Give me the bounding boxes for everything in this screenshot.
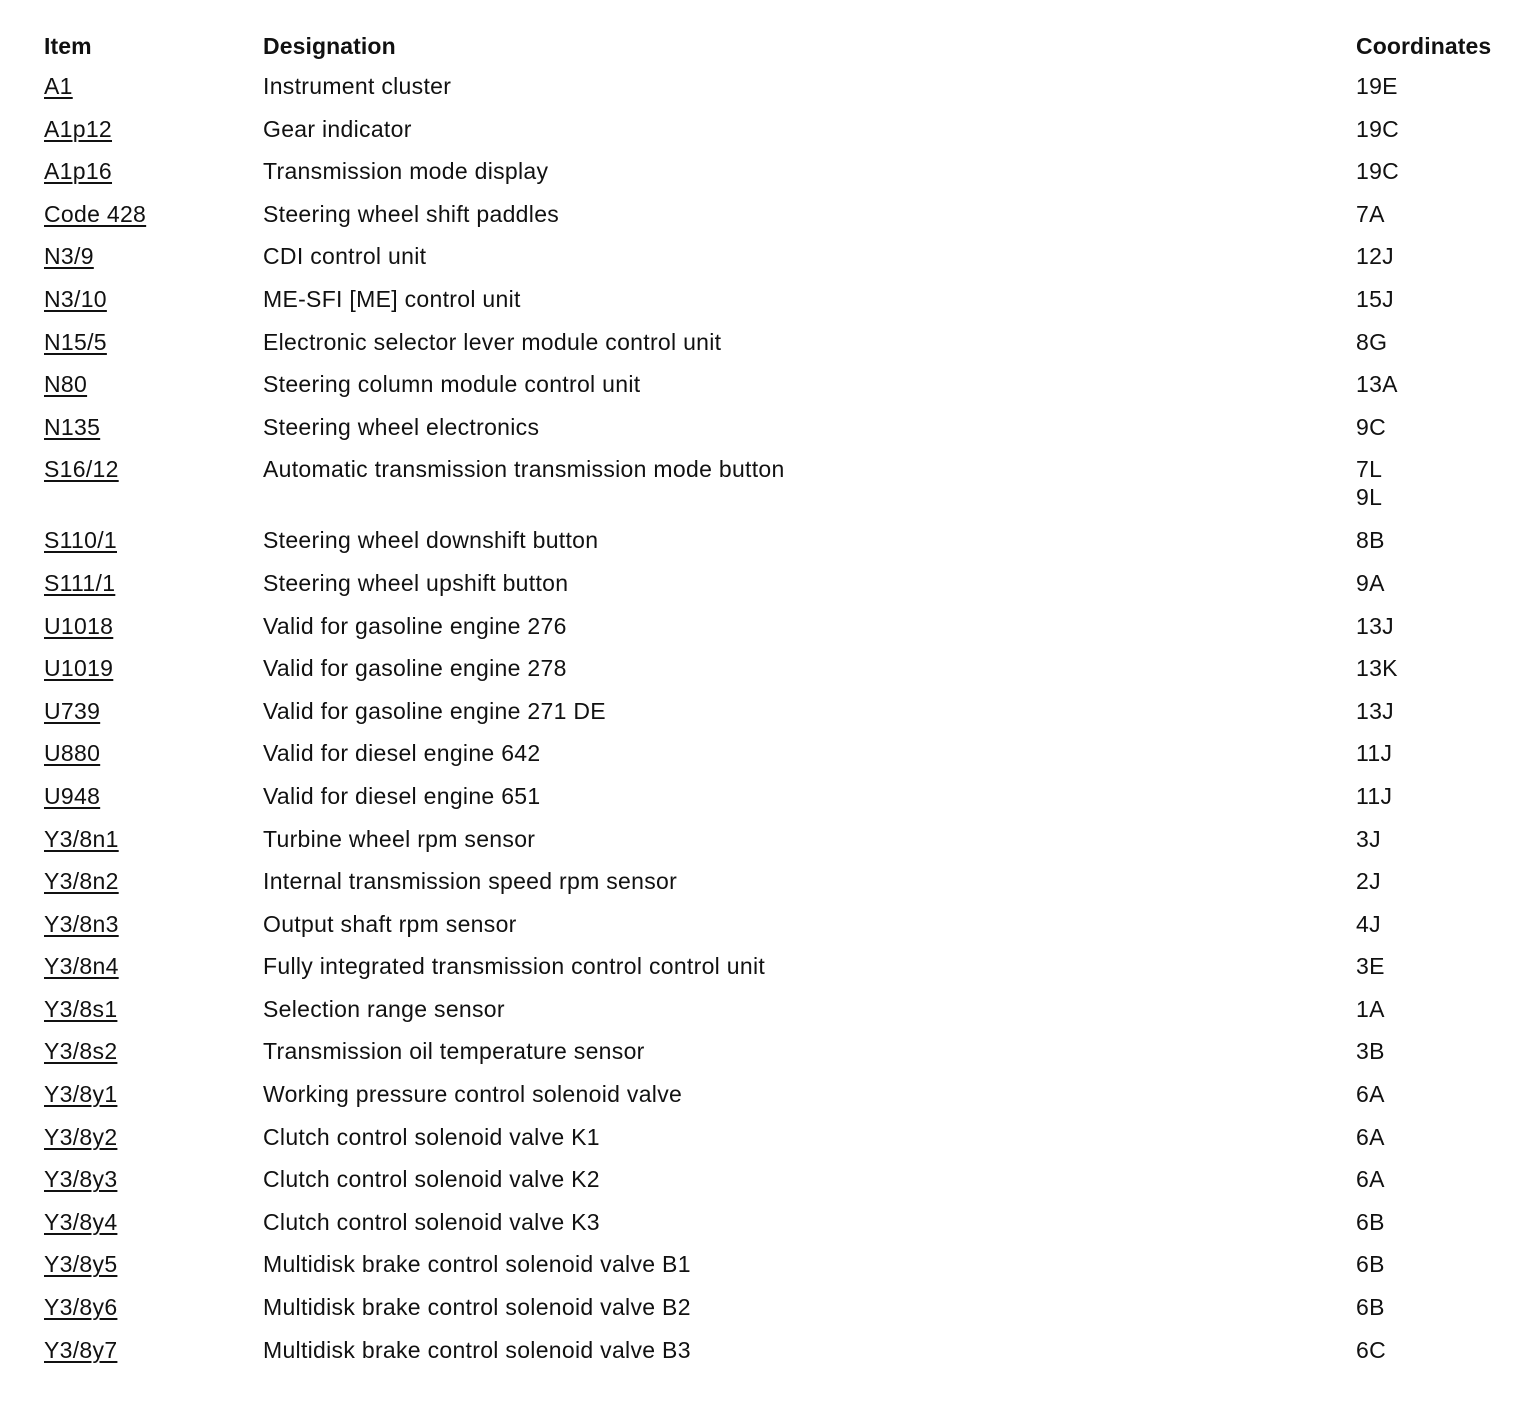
table-row (44, 1074, 1524, 1117)
item-cell (44, 279, 263, 322)
table-row (44, 66, 1524, 109)
coordinate-value: 3E (1356, 953, 1385, 980)
item-link[interactable]: S110/1 (44, 527, 117, 554)
coordinates-cell (1356, 691, 1524, 734)
coordinate-value: 3J (1356, 825, 1381, 852)
column-header-coordinates: Coordinates (1356, 33, 1492, 59)
column-header-designation: Designation (263, 33, 396, 59)
item-link[interactable]: U948 (44, 782, 101, 809)
coordinate-value: 6C (1356, 1336, 1387, 1363)
item-link[interactable]: Y3/8y3 (44, 1166, 118, 1193)
table-row (44, 109, 1524, 152)
designation-cell: CDI control unit (263, 243, 427, 270)
table-row (44, 322, 1524, 365)
item-link[interactable]: S111/1 (44, 569, 116, 596)
designation-cell: Steering wheel upshift button (263, 569, 569, 596)
designation-cell: Multidisk brake control solenoid valve B2 (263, 1294, 691, 1321)
coordinates-cell (1356, 66, 1524, 109)
item-cell (44, 236, 263, 279)
item-cell (44, 1330, 263, 1373)
designation-cell: Multidisk brake control solenoid valve B1 (263, 1251, 691, 1278)
coordinate-value: 6B (1356, 1208, 1385, 1235)
item-cell (44, 776, 263, 819)
item-link[interactable]: Y3/8y5 (44, 1251, 118, 1278)
item-cell (44, 151, 263, 194)
item-link[interactable]: Y3/8y2 (44, 1123, 118, 1150)
coordinates-cell (1356, 1159, 1524, 1202)
coordinate-value: 9A (1356, 569, 1385, 596)
designation-cell: Steering wheel shift paddles (263, 200, 560, 227)
item-cell (44, 904, 263, 947)
item-link[interactable]: Y3/8y1 (44, 1081, 118, 1108)
coordinate-value: 1A (1356, 995, 1385, 1022)
item-cell (44, 819, 263, 862)
coordinates-cell (1356, 1202, 1524, 1245)
coordinate-value: 6A (1356, 1123, 1385, 1150)
table-row (44, 1031, 1524, 1074)
designation-cell: Steering wheel electronics (263, 413, 540, 440)
coordinate-value: 13K (1356, 655, 1398, 682)
table-row (44, 1159, 1524, 1202)
item-link[interactable]: N135 (44, 413, 101, 440)
item-link[interactable]: N80 (44, 371, 88, 398)
item-cell (44, 861, 263, 904)
item-cell (44, 606, 263, 649)
coordinates-cell (1356, 946, 1524, 989)
table-row (44, 606, 1524, 649)
table-row (44, 1287, 1524, 1330)
designation-cell: Valid for gasoline engine 276 (263, 612, 567, 639)
item-link[interactable]: N15/5 (44, 328, 107, 355)
coordinates-cell (1356, 819, 1524, 862)
item-link[interactable]: S16/12 (44, 456, 119, 483)
designation-cell: Steering column module control unit (263, 371, 641, 398)
table-row (44, 194, 1524, 237)
item-cell (44, 194, 263, 237)
item-link[interactable]: A1p16 (44, 158, 113, 185)
designation-cell: Automatic transmission transmission mode button (263, 456, 785, 483)
table-row (44, 819, 1524, 862)
coordinates-cell (1356, 109, 1524, 152)
item-link[interactable]: Y3/8y4 (44, 1208, 118, 1235)
coordinates-cell (1356, 563, 1524, 606)
designation-cell: Instrument cluster (263, 73, 452, 99)
table-row (44, 1117, 1524, 1160)
item-cell (44, 1287, 263, 1330)
table-row (44, 691, 1524, 734)
coordinate-value: 8G (1356, 328, 1388, 355)
designation-cell: Turbine wheel rpm sensor (263, 825, 536, 852)
coordinate-value: 6B (1356, 1251, 1385, 1278)
table-body (44, 66, 1524, 1372)
table-row (44, 989, 1524, 1032)
coordinate-value: 11J (1356, 782, 1393, 809)
designation-cell: Steering wheel downshift button (263, 527, 599, 554)
table-row (44, 776, 1524, 819)
item-link[interactable]: A1 (44, 73, 73, 99)
coordinates-cell (1356, 904, 1524, 947)
table-row (44, 364, 1524, 407)
coordinates-cell (1356, 1244, 1524, 1287)
item-link[interactable]: N3/9 (44, 243, 94, 270)
coordinate-value: 9C (1356, 413, 1387, 440)
coordinate-value: 19C (1356, 158, 1400, 185)
item-link[interactable]: U739 (44, 697, 101, 724)
item-cell (44, 691, 263, 734)
item-link[interactable]: Y3/8n3 (44, 910, 119, 937)
designation-cell: Transmission mode display (263, 158, 549, 185)
coordinates-cell (1356, 776, 1524, 819)
item-cell (44, 109, 263, 152)
coordinate-value: 9L (1356, 484, 1383, 511)
designation-cell: Clutch control solenoid valve K2 (263, 1166, 600, 1193)
item-link[interactable]: U1019 (44, 655, 114, 682)
coordinate-value: 7A (1356, 200, 1385, 227)
designation-cell: Electronic selector lever module control unit (263, 328, 722, 355)
item-cell (44, 66, 263, 109)
table-row (44, 1244, 1524, 1287)
header-row (44, 26, 1524, 66)
item-link[interactable]: Y3/8s1 (44, 995, 118, 1022)
designation-cell: Gear indicator (263, 115, 412, 142)
table-row (44, 520, 1524, 563)
designation-cell: Clutch control solenoid valve K3 (263, 1208, 600, 1235)
coordinate-value: 13A (1356, 371, 1398, 398)
item-cell (44, 407, 263, 450)
designation-cell: Valid for diesel engine 651 (263, 782, 541, 809)
item-cell (44, 1159, 263, 1202)
coordinates-cell (1356, 279, 1524, 322)
designation-cell: Selection range sensor (263, 995, 505, 1022)
coordinates-cell (1356, 648, 1524, 691)
coordinates-cell (1356, 989, 1524, 1032)
table-row (44, 733, 1524, 776)
item-link[interactable]: Y3/8y7 (44, 1336, 118, 1363)
coordinate-value: 19C (1356, 115, 1400, 142)
designation-cell: Clutch control solenoid valve K1 (263, 1123, 600, 1150)
item-link[interactable]: N3/10 (44, 285, 107, 312)
coordinate-value: 6A (1356, 1081, 1385, 1108)
coordinate-value: 19E (1356, 73, 1398, 99)
item-link[interactable]: U1018 (44, 612, 114, 639)
coordinates-cell (1356, 861, 1524, 904)
item-cell (44, 648, 263, 691)
table-row (44, 1330, 1524, 1373)
item-cell (44, 989, 263, 1032)
item-cell (44, 946, 263, 989)
table-row (44, 563, 1524, 606)
coordinate-value: 6B (1356, 1294, 1385, 1321)
coordinates-cell (1356, 407, 1524, 450)
item-link[interactable]: Y3/8n2 (44, 868, 119, 895)
designation-cell: Output shaft rpm sensor (263, 910, 517, 937)
component-legend-table (44, 26, 1524, 1372)
coordinate-value: 13J (1356, 612, 1394, 639)
coordinates-cell (1356, 1287, 1524, 1330)
coordinates-cell (1356, 236, 1524, 279)
table-row (44, 861, 1524, 904)
item-cell (44, 1031, 263, 1074)
item-cell (44, 449, 263, 520)
coordinates-cell (1356, 194, 1524, 237)
table-row (44, 946, 1524, 989)
item-cell (44, 1202, 263, 1245)
coordinates-cell (1356, 1117, 1524, 1160)
coordinate-value: 4J (1356, 910, 1381, 937)
table-row (44, 151, 1524, 194)
coordinate-value: 3B (1356, 1038, 1385, 1065)
item-link[interactable]: Y3/8n1 (44, 825, 119, 852)
coordinate-value: 11J (1356, 740, 1393, 767)
coordinate-value: 2J (1356, 868, 1381, 895)
table-header (44, 26, 1524, 66)
coordinates-cell (1356, 520, 1524, 563)
column-header-item: Item (44, 33, 92, 59)
item-cell (44, 1117, 263, 1160)
item-link[interactable]: Y3/8n4 (44, 953, 119, 980)
item-cell (44, 1074, 263, 1117)
item-cell (44, 1244, 263, 1287)
table-row (44, 449, 1524, 520)
designation-cell: Transmission oil temperature sensor (263, 1038, 645, 1065)
item-link[interactable]: Code 428 (44, 200, 147, 227)
coordinates-cell (1356, 364, 1524, 407)
designation-cell: Internal transmission speed rpm sensor (263, 868, 678, 895)
coordinates-cell (1356, 151, 1524, 194)
table-row (44, 407, 1524, 450)
table-row (44, 648, 1524, 691)
table-row (44, 904, 1524, 947)
item-link[interactable]: A1p12 (44, 115, 113, 142)
designation-cell: Valid for gasoline engine 278 (263, 655, 567, 682)
coordinate-value: 13J (1356, 697, 1394, 724)
item-cell (44, 563, 263, 606)
coordinates-cell (1356, 1031, 1524, 1074)
coordinates-cell (1356, 1074, 1524, 1117)
coordinate-value: 12J (1356, 243, 1394, 270)
item-link[interactable]: Y3/8y6 (44, 1294, 118, 1321)
coordinates-cell (1356, 733, 1524, 776)
designation-cell: ME-SFI [ME] control unit (263, 285, 521, 312)
item-cell (44, 520, 263, 563)
table-row (44, 236, 1524, 279)
designation-cell: Working pressure control solenoid valve (263, 1081, 683, 1108)
coordinate-value: 8B (1356, 527, 1385, 554)
item-link[interactable]: Y3/8s2 (44, 1038, 118, 1065)
coordinates-cell (1356, 322, 1524, 365)
designation-cell: Valid for gasoline engine 271 DE (263, 697, 606, 724)
coordinate-value: 15J (1356, 285, 1394, 312)
item-cell (44, 364, 263, 407)
coordinates-cell (1356, 1330, 1524, 1373)
designation-cell: Valid for diesel engine 642 (263, 740, 541, 767)
coordinate-value: 7L (1356, 456, 1383, 483)
item-cell (44, 322, 263, 365)
coordinates-cell (1356, 606, 1524, 649)
designation-cell: Fully integrated transmission control control unit (263, 953, 766, 980)
table-row (44, 279, 1524, 322)
coordinates-cell (1356, 449, 1524, 520)
item-link[interactable]: U880 (44, 740, 101, 767)
designation-cell: Multidisk brake control solenoid valve B3 (263, 1336, 691, 1363)
table-row (44, 1202, 1524, 1245)
item-cell (44, 733, 263, 776)
coordinate-value: 6A (1356, 1166, 1385, 1193)
